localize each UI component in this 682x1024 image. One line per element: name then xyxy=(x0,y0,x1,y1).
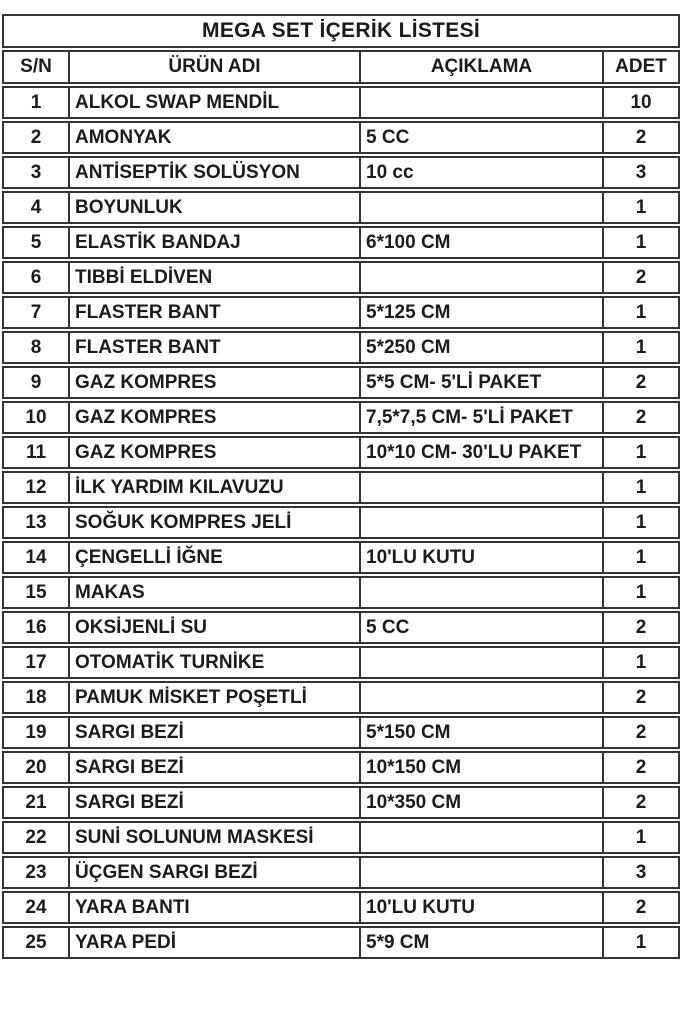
table-row xyxy=(2,191,680,224)
table-row xyxy=(2,786,680,819)
table-row xyxy=(2,506,680,539)
cell-adet: 1 xyxy=(604,541,680,574)
table-row xyxy=(2,681,680,714)
cell-sn: 6 xyxy=(2,261,70,294)
cell-aciklama xyxy=(361,681,604,714)
cell-urun-adi: İLK YARDIM KILAVUZU xyxy=(70,471,361,504)
column-header-urun-adi: ÜRÜN ADI xyxy=(70,50,361,84)
cell-adet: 2 xyxy=(604,786,680,819)
cell-sn: 2 xyxy=(2,121,70,154)
cell-sn: 19 xyxy=(2,716,70,749)
cell-adet: 1 xyxy=(604,331,680,364)
table-row xyxy=(2,751,680,784)
cell-aciklama xyxy=(361,646,604,679)
cell-aciklama xyxy=(361,576,604,609)
cell-urun-adi: ELASTİK BANDAJ xyxy=(70,226,361,259)
cell-adet: 2 xyxy=(604,716,680,749)
column-header-aciklama: AÇIKLAMA xyxy=(361,50,604,84)
cell-adet: 3 xyxy=(604,156,680,189)
cell-aciklama xyxy=(361,856,604,889)
cell-urun-adi: ÜÇGEN SARGI BEZİ xyxy=(70,856,361,889)
cell-urun-adi: SARGI BEZİ xyxy=(70,751,361,784)
table-row xyxy=(2,856,680,889)
cell-aciklama: 5*250 CM xyxy=(361,331,604,364)
table-row xyxy=(2,296,680,329)
cell-aciklama xyxy=(361,86,604,119)
table-row xyxy=(2,541,680,574)
cell-urun-adi: ANTİSEPTİK SOLÜSYON xyxy=(70,156,361,189)
cell-urun-adi: OKSİJENLİ SU xyxy=(70,611,361,644)
cell-sn: 22 xyxy=(2,821,70,854)
cell-urun-adi: MAKAS xyxy=(70,576,361,609)
cell-urun-adi: ÇENGELLİ İĞNE xyxy=(70,541,361,574)
cell-urun-adi: YARA PEDİ xyxy=(70,926,361,959)
cell-urun-adi: BOYUNLUK xyxy=(70,191,361,224)
cell-sn: 8 xyxy=(2,331,70,364)
cell-aciklama: 10*350 CM xyxy=(361,786,604,819)
cell-aciklama xyxy=(361,261,604,294)
table-row xyxy=(2,86,680,119)
cell-sn: 21 xyxy=(2,786,70,819)
table-row xyxy=(2,926,680,959)
cell-adet: 2 xyxy=(604,611,680,644)
cell-aciklama: 5*125 CM xyxy=(361,296,604,329)
cell-sn: 23 xyxy=(2,856,70,889)
cell-urun-adi: SOĞUK KOMPRES JELİ xyxy=(70,506,361,539)
cell-adet: 1 xyxy=(604,296,680,329)
cell-adet: 2 xyxy=(604,401,680,434)
cell-adet: 1 xyxy=(604,576,680,609)
cell-aciklama: 5 CC xyxy=(361,121,604,154)
cell-aciklama: 10 cc xyxy=(361,156,604,189)
cell-urun-adi: SUNİ SOLUNUM MASKESİ xyxy=(70,821,361,854)
cell-adet: 1 xyxy=(604,436,680,469)
table-row xyxy=(2,156,680,189)
column-header-sn: S/N xyxy=(2,50,70,84)
cell-aciklama xyxy=(361,471,604,504)
cell-urun-adi: OTOMATİK TURNİKE xyxy=(70,646,361,679)
cell-aciklama xyxy=(361,506,604,539)
table-row xyxy=(2,401,680,434)
cell-urun-adi: FLASTER BANT xyxy=(70,296,361,329)
cell-adet: 2 xyxy=(604,891,680,924)
cell-sn: 3 xyxy=(2,156,70,189)
table-row xyxy=(2,331,680,364)
table-row xyxy=(2,611,680,644)
table-row xyxy=(2,366,680,399)
table-body xyxy=(2,86,680,959)
cell-sn: 13 xyxy=(2,506,70,539)
cell-adet: 3 xyxy=(604,856,680,889)
table-row xyxy=(2,226,680,259)
cell-sn: 16 xyxy=(2,611,70,644)
cell-sn: 18 xyxy=(2,681,70,714)
cell-urun-adi: SARGI BEZİ xyxy=(70,716,361,749)
cell-urun-adi: AMONYAK xyxy=(70,121,361,154)
table-title: MEGA SET İÇERİK LİSTESİ xyxy=(2,14,680,48)
cell-adet: 1 xyxy=(604,646,680,679)
table-row xyxy=(2,471,680,504)
cell-adet: 1 xyxy=(604,191,680,224)
cell-adet: 1 xyxy=(604,506,680,539)
cell-urun-adi: GAZ KOMPRES xyxy=(70,436,361,469)
cell-aciklama: 10*150 CM xyxy=(361,751,604,784)
cell-urun-adi: PAMUK MİSKET POŞETLİ xyxy=(70,681,361,714)
title-row xyxy=(2,14,680,48)
cell-urun-adi: FLASTER BANT xyxy=(70,331,361,364)
column-header-adet: ADET xyxy=(604,50,680,84)
cell-adet: 2 xyxy=(604,261,680,294)
cell-sn: 12 xyxy=(2,471,70,504)
cell-urun-adi: TIBBİ ELDİVEN xyxy=(70,261,361,294)
cell-aciklama: 5*150 CM xyxy=(361,716,604,749)
cell-sn: 25 xyxy=(2,926,70,959)
table-header-row xyxy=(2,50,680,84)
cell-sn: 4 xyxy=(2,191,70,224)
cell-aciklama xyxy=(361,821,604,854)
cell-adet: 2 xyxy=(604,751,680,784)
cell-aciklama: 7,5*7,5 CM- 5'Lİ PAKET xyxy=(361,401,604,434)
cell-aciklama: 10'LU KUTU xyxy=(361,541,604,574)
cell-adet: 2 xyxy=(604,121,680,154)
table-row xyxy=(2,716,680,749)
cell-sn: 14 xyxy=(2,541,70,574)
cell-adet: 10 xyxy=(604,86,680,119)
table-row xyxy=(2,121,680,154)
cell-aciklama: 5*5 CM- 5'Lİ PAKET xyxy=(361,366,604,399)
table-row xyxy=(2,821,680,854)
cell-urun-adi: GAZ KOMPRES xyxy=(70,401,361,434)
cell-urun-adi: SARGI BEZİ xyxy=(70,786,361,819)
cell-aciklama: 10'LU KUTU xyxy=(361,891,604,924)
cell-urun-adi: ALKOL SWAP MENDİL xyxy=(70,86,361,119)
cell-aciklama: 10*10 CM- 30'LU PAKET xyxy=(361,436,604,469)
cell-adet: 1 xyxy=(604,471,680,504)
cell-sn: 1 xyxy=(2,86,70,119)
cell-sn: 5 xyxy=(2,226,70,259)
cell-urun-adi: GAZ KOMPRES xyxy=(70,366,361,399)
table-row xyxy=(2,891,680,924)
cell-sn: 11 xyxy=(2,436,70,469)
cell-aciklama: 5*9 CM xyxy=(361,926,604,959)
cell-aciklama xyxy=(361,191,604,224)
table-row xyxy=(2,436,680,469)
cell-sn: 15 xyxy=(2,576,70,609)
cell-aciklama: 6*100 CM xyxy=(361,226,604,259)
cell-adet: 1 xyxy=(604,226,680,259)
table-row xyxy=(2,576,680,609)
cell-sn: 7 xyxy=(2,296,70,329)
cell-adet: 1 xyxy=(604,926,680,959)
cell-adet: 2 xyxy=(604,366,680,399)
table-row xyxy=(2,646,680,679)
cell-adet: 1 xyxy=(604,821,680,854)
cell-sn: 10 xyxy=(2,401,70,434)
table-row xyxy=(2,261,680,294)
cell-sn: 24 xyxy=(2,891,70,924)
content-list-table xyxy=(2,12,680,961)
cell-adet: 2 xyxy=(604,681,680,714)
cell-sn: 9 xyxy=(2,366,70,399)
cell-aciklama: 5 CC xyxy=(361,611,604,644)
cell-sn: 20 xyxy=(2,751,70,784)
cell-sn: 17 xyxy=(2,646,70,679)
cell-urun-adi: YARA BANTI xyxy=(70,891,361,924)
